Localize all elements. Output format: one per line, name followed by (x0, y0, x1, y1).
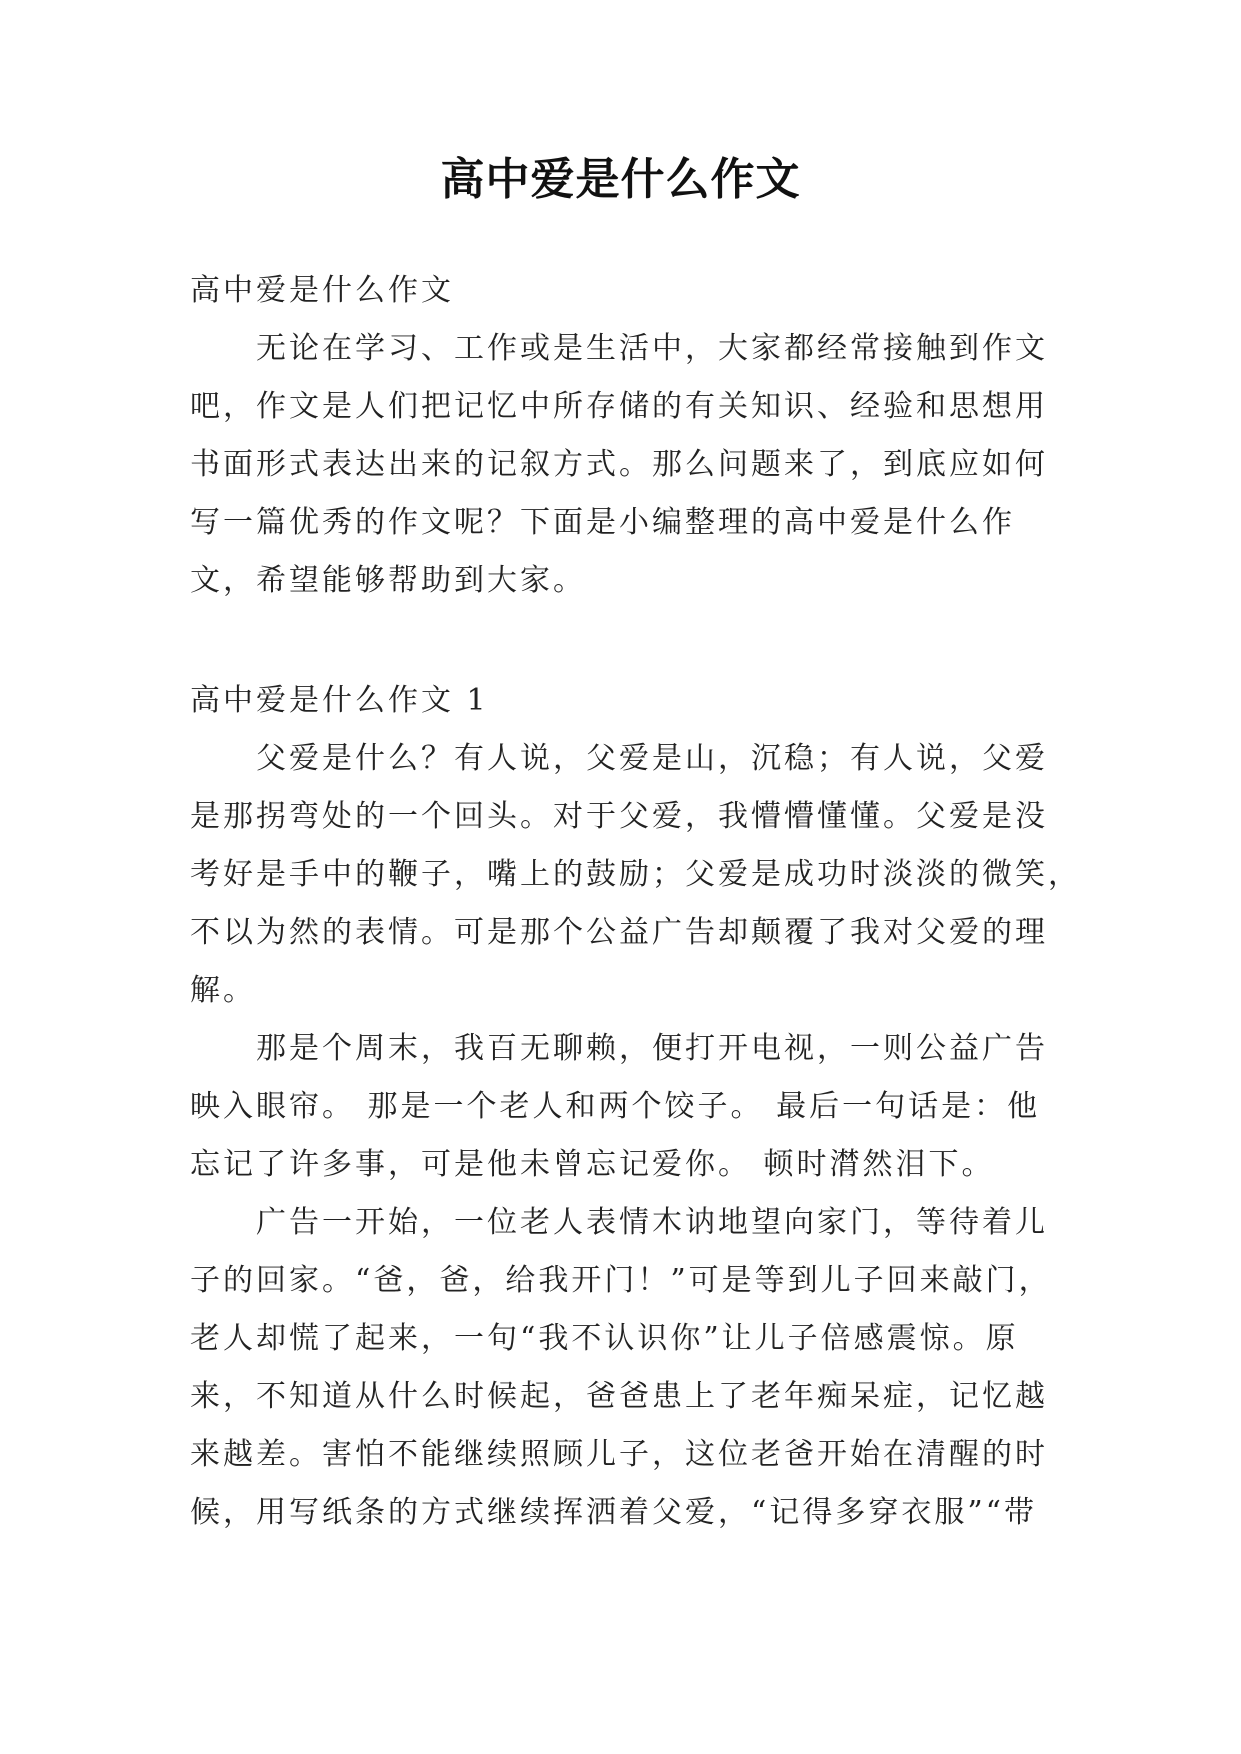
paragraph-line: 不以为然的表情。可是那个公益广告却颠覆了我对父爱的理 (190, 915, 1048, 950)
intro-paragraph (190, 320, 1070, 610)
paragraph-line: 考好是手中的鞭子，嘴上的鼓励；父爱是成功时淡淡的微笑， (190, 857, 1081, 892)
section-heading-essay-1 (190, 672, 1070, 730)
essay-paragraph-3 (190, 1194, 1070, 1542)
paragraph-line: 映入眼帘。 那是一个老人和两个饺子。 最后一句话是：他 (190, 1089, 1041, 1124)
essay-paragraph-1 (190, 730, 1081, 1020)
paragraph-line: 写一篇优秀的作文呢？下面是小编整理的高中爱是什么作 (190, 505, 1015, 540)
paragraph-line: 广告一开始，一位老人表情木讷地望向家门，等待着儿 (256, 1205, 1048, 1240)
document-title: 高中爱是什么作文 (440, 154, 801, 205)
paragraph-line: 那是个周末，我百无聊赖，便打开电视，一则公益广告 (256, 1031, 1048, 1066)
paragraph-line: 无论在学习、工作或是生活中，大家都经常接触到作文 (256, 331, 1048, 366)
paragraph-line: 来，不知道从什么时候起，爸爸患上了老年痴呆症，记忆越 (190, 1379, 1048, 1414)
paragraph-line: 书面形式表达出来的记叙方式。那么问题来了，到底应如何 (190, 447, 1048, 482)
paragraph-line: 是那拐弯处的一个回头。对于父爱，我懵懵懂懂。父爱是没 (190, 799, 1048, 834)
heading-text: 高中爱是什么作文 1 (190, 683, 489, 718)
paragraph-line: 子的回家。“爸，爸，给我开门！”可是等到儿子回来敲门， (190, 1263, 1052, 1298)
paragraph-line: 候，用写纸条的方式继续挥洒着父爱，“记得多穿衣服”“带 (190, 1495, 1038, 1530)
paragraph-line: 来越差。害怕不能继续照顾儿子，这位老爸开始在清醒的时 (190, 1437, 1048, 1472)
paragraph-line: 老人却慌了起来，一句“我不认识你”让儿子倍感震惊。原 (190, 1321, 1019, 1356)
paragraph-line: 忘记了许多事，可是他未曾忘记爱你。 顿时潸然泪下。 (190, 1147, 995, 1182)
section-heading-intro (190, 262, 1070, 320)
paragraph-line: 解。 (190, 973, 256, 1008)
paragraph-line: 吧，作文是人们把记忆中所存储的有关知识、经验和思想用 (190, 389, 1048, 424)
paragraph-line: 文，希望能够帮助到大家。 (190, 563, 586, 598)
heading-text: 高中爱是什么作文 (190, 273, 454, 308)
paragraph-line: 父爱是什么？有人说，父爱是山，沉稳；有人说，父爱 (256, 741, 1048, 776)
essay-paragraph-2 (190, 1020, 1070, 1194)
